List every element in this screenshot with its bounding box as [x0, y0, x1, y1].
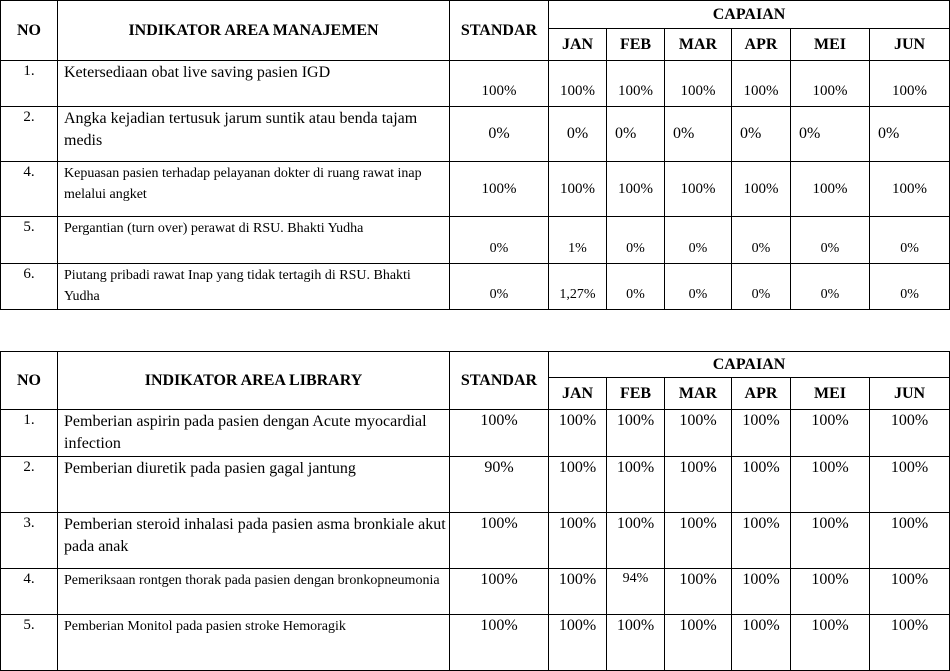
table-row — [1, 615, 950, 671]
row-number: 6. — [1, 264, 58, 310]
month-value: 0% — [791, 264, 870, 310]
month-value: 100% — [870, 410, 950, 457]
month-value: 100% — [870, 457, 950, 513]
month-value: 100% — [732, 615, 791, 671]
month-value: 0% — [607, 264, 665, 310]
month-value: 0% — [791, 107, 870, 162]
month-value: 100% — [549, 162, 607, 217]
month-value: 100% — [607, 615, 665, 671]
month-value: 100% — [549, 410, 607, 457]
indicator-text: Pemberian steroid inhalasi pada pasien asma bronkiale akut pada anak — [58, 513, 450, 569]
table-row — [1, 264, 950, 310]
indicator-text: Pergantian (turn over) perawat di RSU. Bhakti Yudha — [58, 217, 450, 264]
header-month: APR — [732, 378, 791, 410]
table-row — [1, 61, 950, 107]
header-month: FEB — [607, 29, 665, 61]
month-value: 0% — [665, 264, 732, 310]
month-value: 100% — [732, 410, 791, 457]
header-month: JUN — [870, 378, 950, 410]
indicator-text: Angka kejadian tertusuk jarum suntik atau benda tajam medis — [58, 107, 450, 162]
month-value: 100% — [607, 61, 665, 107]
table-row — [1, 513, 950, 569]
header-month: JAN — [549, 29, 607, 61]
standard-value: 100% — [450, 162, 549, 217]
month-value: 100% — [665, 162, 732, 217]
management-indicator-table — [0, 0, 950, 310]
standard-value: 0% — [450, 217, 549, 264]
month-value: 100% — [791, 61, 870, 107]
header-month: JAN — [549, 378, 607, 410]
month-value: 100% — [791, 410, 870, 457]
row-number: 2. — [1, 107, 58, 162]
table-row — [1, 217, 950, 264]
month-value: 0% — [607, 107, 665, 162]
month-value: 100% — [791, 513, 870, 569]
month-value: 100% — [791, 615, 870, 671]
header-month: MAR — [665, 29, 732, 61]
month-value: 94% — [607, 569, 665, 615]
month-value: 100% — [791, 162, 870, 217]
header-month: JUN — [870, 29, 950, 61]
month-value: 100% — [870, 61, 950, 107]
standard-value: 100% — [450, 569, 549, 615]
month-value: 100% — [791, 457, 870, 513]
month-value: 100% — [665, 61, 732, 107]
month-value: 100% — [732, 162, 791, 217]
month-value: 0% — [732, 107, 791, 162]
month-value: 100% — [732, 513, 791, 569]
standard-value: 100% — [450, 513, 549, 569]
month-value: 0% — [870, 107, 950, 162]
header-month: MEI — [791, 378, 870, 410]
month-value: 0% — [665, 107, 732, 162]
header-standard: STANDAR — [450, 352, 549, 410]
month-value: 0% — [791, 217, 870, 264]
month-value: 100% — [732, 457, 791, 513]
month-value: 100% — [549, 569, 607, 615]
month-value: 100% — [732, 61, 791, 107]
month-value: 100% — [665, 457, 732, 513]
month-value: 100% — [607, 410, 665, 457]
row-number: 1. — [1, 61, 58, 107]
month-value: 100% — [549, 615, 607, 671]
row-number: 4. — [1, 162, 58, 217]
header-achievement: CAPAIAN — [549, 352, 950, 378]
month-value: 1% — [549, 217, 607, 264]
row-number: 1. — [1, 410, 58, 457]
standard-value: 90% — [450, 457, 549, 513]
row-number: 2. — [1, 457, 58, 513]
row-number: 5. — [1, 217, 58, 264]
standard-value: 100% — [450, 61, 549, 107]
indicator-text: Piutang pribadi rawat Inap yang tidak tertagih di RSU. Bhakti Yudha — [58, 264, 450, 310]
month-value: 100% — [607, 457, 665, 513]
indicator-text: Pemberian aspirin pada pasien dengan Acute myocardial infection — [58, 410, 450, 457]
month-value: 100% — [870, 615, 950, 671]
table-row — [1, 569, 950, 615]
standard-value: 0% — [450, 107, 549, 162]
month-value: 0% — [665, 217, 732, 264]
month-value: 100% — [665, 569, 732, 615]
month-value: 1,27% — [549, 264, 607, 310]
month-value: 100% — [732, 569, 791, 615]
month-value: 100% — [870, 162, 950, 217]
row-number: 4. — [1, 569, 58, 615]
indicator-text: Pemeriksaan rontgen thorak pada pasien dengan bronkopneumonia — [58, 569, 450, 615]
table-row — [1, 107, 950, 162]
header-indicator: INDIKATOR AREA MANAJEMEN — [58, 1, 450, 61]
standard-value: 100% — [450, 410, 549, 457]
header-month: FEB — [607, 378, 665, 410]
header-achievement: CAPAIAN — [549, 1, 950, 29]
standard-value: 0% — [450, 264, 549, 310]
indicator-text: Pemberian diuretik pada pasien gagal jantung — [58, 457, 450, 513]
month-value: 100% — [870, 513, 950, 569]
month-value: 100% — [665, 615, 732, 671]
table-row — [1, 410, 950, 457]
month-value: 0% — [870, 264, 950, 310]
header-no: NO — [1, 1, 58, 61]
month-value: 100% — [665, 513, 732, 569]
month-value: 0% — [549, 107, 607, 162]
month-value: 100% — [665, 410, 732, 457]
header-standard: STANDAR — [450, 1, 549, 61]
indicator-text: Kepuasan pasien terhadap pelayanan dokter di ruang rawat inap melalui angket — [58, 162, 450, 217]
month-value: 100% — [791, 569, 870, 615]
table-row — [1, 457, 950, 513]
month-value: 0% — [732, 264, 791, 310]
row-number: 3. — [1, 513, 58, 569]
indicator-text: Ketersediaan obat live saving pasien IGD — [58, 61, 450, 107]
month-value: 100% — [607, 513, 665, 569]
header-month: APR — [732, 29, 791, 61]
month-value: 100% — [549, 513, 607, 569]
month-value: 0% — [607, 217, 665, 264]
month-value: 100% — [870, 569, 950, 615]
month-value: 100% — [607, 162, 665, 217]
month-value: 0% — [732, 217, 791, 264]
header-no: NO — [1, 352, 58, 410]
header-indicator: INDIKATOR AREA LIBRARY — [58, 352, 450, 410]
standard-value: 100% — [450, 615, 549, 671]
library-indicator-table — [0, 351, 950, 671]
month-value: 0% — [870, 217, 950, 264]
table-row — [1, 162, 950, 217]
header-month: MAR — [665, 378, 732, 410]
month-value: 100% — [549, 457, 607, 513]
indicator-text: Pemberian Monitol pada pasien stroke Hemoragik — [58, 615, 450, 671]
month-value: 100% — [549, 61, 607, 107]
row-number: 5. — [1, 615, 58, 671]
header-month: MEI — [791, 29, 870, 61]
